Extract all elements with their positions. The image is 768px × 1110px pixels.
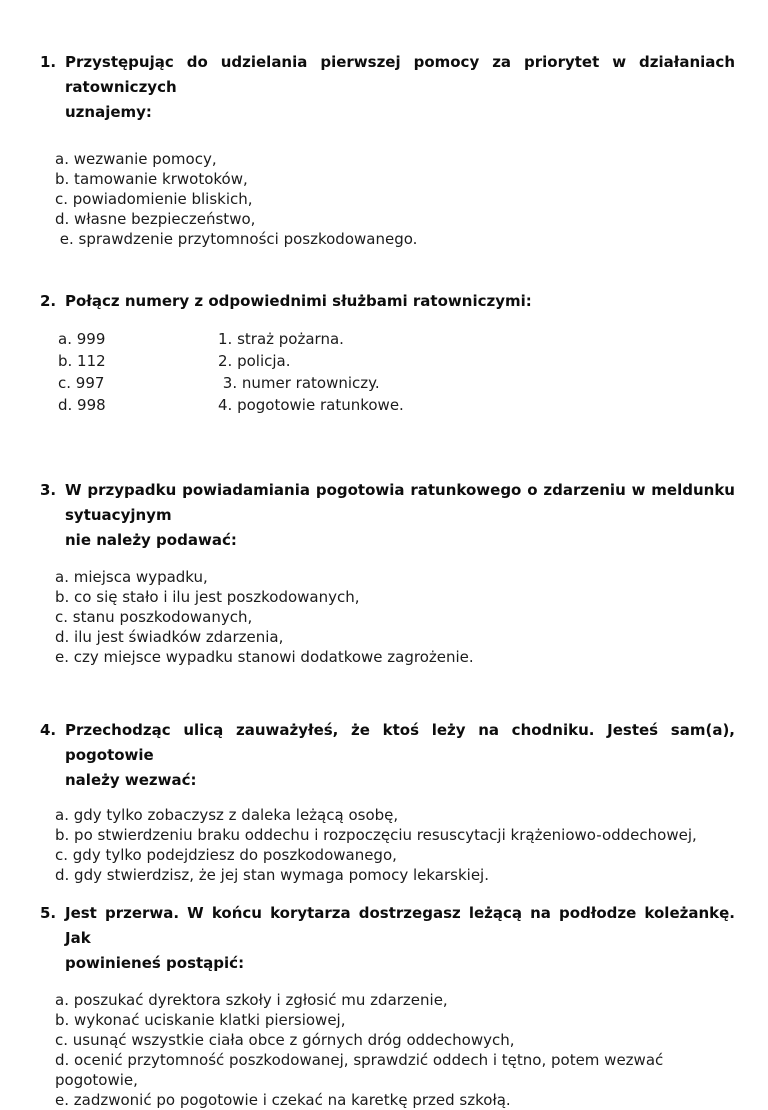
question-block-2 [40, 289, 735, 416]
options-list [55, 567, 735, 667]
options-list [55, 149, 735, 249]
option-b: b. wykonać uciskanie klatki piersiowej, [55, 1011, 346, 1029]
prompt-line: należy wezwać: [65, 771, 197, 789]
option-e: e. czy miejsce wypadku stanowi dodatkowe zagrożenie. [55, 648, 474, 666]
question-header [40, 289, 735, 314]
question-header [40, 901, 735, 976]
options-list [55, 805, 735, 885]
option-d: d. ocenić przytomność poszkodowanej, sprawdzić oddech i tętno, potem wezwać pogotowie, [55, 1051, 669, 1089]
question-block-4 [40, 718, 735, 885]
question-prompt [65, 289, 735, 314]
option-a: a. miejsca wypadku, [55, 568, 208, 586]
option-c: c. gdy tylko podejdziesz do poszkodowanego, [55, 846, 397, 864]
question-number: 2. [40, 292, 57, 310]
match-row [58, 350, 735, 372]
match-service: 3. numer ratowniczy. [218, 374, 380, 392]
prompt-line: Połącz numery z odpowiednimi służbami ratowniczymi: [65, 292, 532, 310]
question-prompt [65, 718, 735, 793]
prompt-line: Jest przerwa. W końcu korytarza dostrzegasz leżącą na podłodze koleżankę. Jak [65, 904, 735, 947]
question-block-3 [40, 478, 735, 667]
question-number: 1. [40, 53, 57, 71]
match-service: 1. straż pożarna. [218, 330, 344, 348]
option-d: d. ilu jest świadków zdarzenia, [55, 628, 284, 646]
match-number: d. 998 [58, 396, 106, 414]
question-prompt [65, 50, 735, 125]
match-number: a. 999 [58, 330, 106, 348]
prompt-line: nie należy podawać: [65, 531, 237, 549]
question-header [40, 718, 735, 793]
option-e: e. zadzwonić po pogotowie i czekać na karetkę przed szkołą. [55, 1091, 511, 1109]
option-c: c. usunąć wszystkie ciała obce z górnych dróg oddechowych, [55, 1031, 515, 1049]
option-a: a. poszukać dyrektora szkoły i zgłosić mu zdarzenie, [55, 991, 448, 1009]
prompt-line: powinieneś postąpić: [65, 954, 245, 972]
option-a: a. wezwanie pomocy, [55, 150, 217, 168]
question-header [40, 50, 735, 125]
option-b: b. po stwierdzeniu braku oddechu i rozpoczęciu resuscytacji krążeniowo-oddechowej, [55, 826, 697, 844]
question-prompt [65, 478, 735, 553]
options-list [55, 990, 735, 1110]
question-number: 5. [40, 904, 57, 922]
question-header [40, 478, 735, 553]
question-block-5 [40, 901, 735, 1110]
option-e: e. sprawdzenie przytomności poszkodowanego. [55, 230, 418, 248]
option-b: b. tamowanie krwotoków, [55, 170, 248, 188]
option-d: d. własne bezpieczeństwo, [55, 210, 256, 228]
question-prompt [65, 901, 735, 976]
match-service: 4. pogotowie ratunkowe. [218, 396, 404, 414]
option-c: c. powiadomienie bliskich, [55, 190, 253, 208]
match-row [58, 394, 735, 416]
match-row [58, 328, 735, 350]
question-number: 4. [40, 721, 57, 739]
option-c: c. stanu poszkodowanych, [55, 608, 253, 626]
match-number: b. 112 [58, 352, 106, 370]
question-block-1 [40, 50, 735, 249]
match-row [58, 372, 735, 394]
prompt-line: Przystępując do udzielania pierwszej pomocy za priorytet w działaniach ratowniczych [65, 53, 735, 96]
match-service: 2. policja. [218, 352, 291, 370]
question-number: 3. [40, 481, 57, 499]
prompt-line: W przypadku powiadamiania pogotowia ratunkowego o zdarzeniu w meldunku sytuacyjnym [65, 481, 735, 524]
prompt-line: uznajemy: [65, 103, 152, 121]
option-d: d. gdy stwierdzisz, że jej stan wymaga pomocy lekarskiej. [55, 866, 489, 884]
option-b: b. co się stało i ilu jest poszkodowanych, [55, 588, 360, 606]
prompt-line: Przechodząc ulicą zauważyłeś, że ktoś leży na chodniku. Jesteś sam(a), pogotowie [65, 721, 735, 764]
match-number: c. 997 [58, 374, 105, 392]
option-a: a. gdy tylko zobaczysz z daleka leżącą osobę, [55, 806, 399, 824]
matching-list [58, 328, 735, 416]
